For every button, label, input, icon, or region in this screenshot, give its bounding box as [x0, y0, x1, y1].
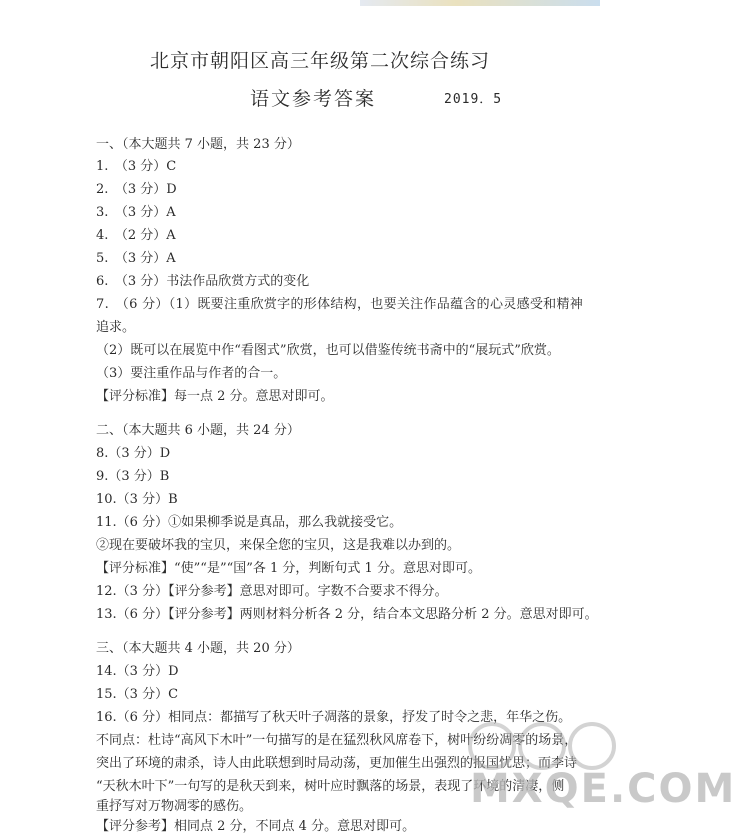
answer-line: 追求。 [96, 320, 136, 335]
scoring-note: 【评分标准】每一点 2 分。意思对即可。 [96, 389, 334, 404]
section-heading: 三、（本大题共 4 小题，共 20 分） [96, 641, 300, 656]
answer-line: （2）既可以在展览中作“看图式”欣赏，也可以借鉴传统书斋中的“展玩式”欣赏。 [96, 343, 560, 358]
answer-line: 8.（3 分）D [96, 446, 171, 461]
answer-line: 1. （3 分）C [96, 159, 177, 174]
answer-line: 16.（6 分）相同点：都描写了秋天叶子凋落的景象，抒发了时令之悲，年华之伤。 [96, 710, 572, 725]
answer-line: 3. （3 分）A [96, 205, 176, 220]
section-heading: 一、（本大题共 7 小题，共 23 分） [96, 137, 300, 152]
top-banner-strip [360, 0, 600, 6]
answer-line: 13.（6 分）【评分参考】两则材料分析各 2 分，结合本文思路分析 2 分。意思对即可。 [96, 607, 598, 622]
answer-line: 4. （2 分）A [96, 228, 176, 243]
document-title: 北京市朝阳区高三年级第二次综合练习 [149, 50, 490, 72]
answer-line: “天秋木叶下”一句写的是秋天到来，树叶应时飘落的场景，表现了环境的清凄，侧 [96, 779, 565, 794]
answer-line: 2. （3 分）D [96, 182, 177, 197]
scoring-note: 【评分标准】“使”“是”“国”各 1 分，判断句式 1 分。意思对即可。 [96, 561, 481, 576]
answer-line: 9.（3 分）B [96, 469, 170, 484]
answer-line: 14.（3 分）D [96, 664, 179, 679]
answer-line: ②现在要破坏我的宝贝，来保全您的宝贝，这是我难以办到的。 [96, 538, 461, 553]
answer-line: 突出了环境的肃杀，诗人由此联想到时局动荡，更加催生出强烈的报国忧思；而李诗 [96, 756, 578, 771]
answer-line: 不同点：杜诗“高风下木叶”一句描写的是在猛烈秋风席卷下，树叶纷纷凋零的场景， [96, 733, 578, 748]
answer-line: 重抒写对万物凋零的感伤。 [96, 799, 253, 814]
answer-line: 7. （6 分）（1）既要注重欣赏字的形体结构，也要关注作品蕴含的心灵感受和精神 [96, 297, 584, 312]
answer-line: 15.（3 分）C [96, 687, 179, 702]
document-date: 2019．5 [444, 92, 503, 107]
section-heading: 二、（本大题共 6 小题，共 24 分） [96, 423, 300, 438]
answer-line: 12.（3 分）【评分参考】意思对即可。字数不合要求不得分。 [96, 584, 448, 599]
answer-line: （3）要注重作品与作者的合一。 [96, 366, 287, 381]
document-subtitle: 语文参考答案 [250, 88, 377, 110]
answer-line: 11.（6 分）①如果柳季说是真品，那么我就接受它。 [96, 515, 403, 530]
scoring-note: 【评分参考】相同点 2 分，不同点 4 分。意思对即可。 [96, 819, 416, 834]
answer-line: 10.（3 分）B [96, 492, 178, 507]
answer-line: 6. （3 分）书法作品欣赏方式的变化 [96, 274, 310, 289]
answer-line: 5. （3 分）A [96, 251, 176, 266]
watermark-text: MXQE.COM [470, 766, 736, 812]
